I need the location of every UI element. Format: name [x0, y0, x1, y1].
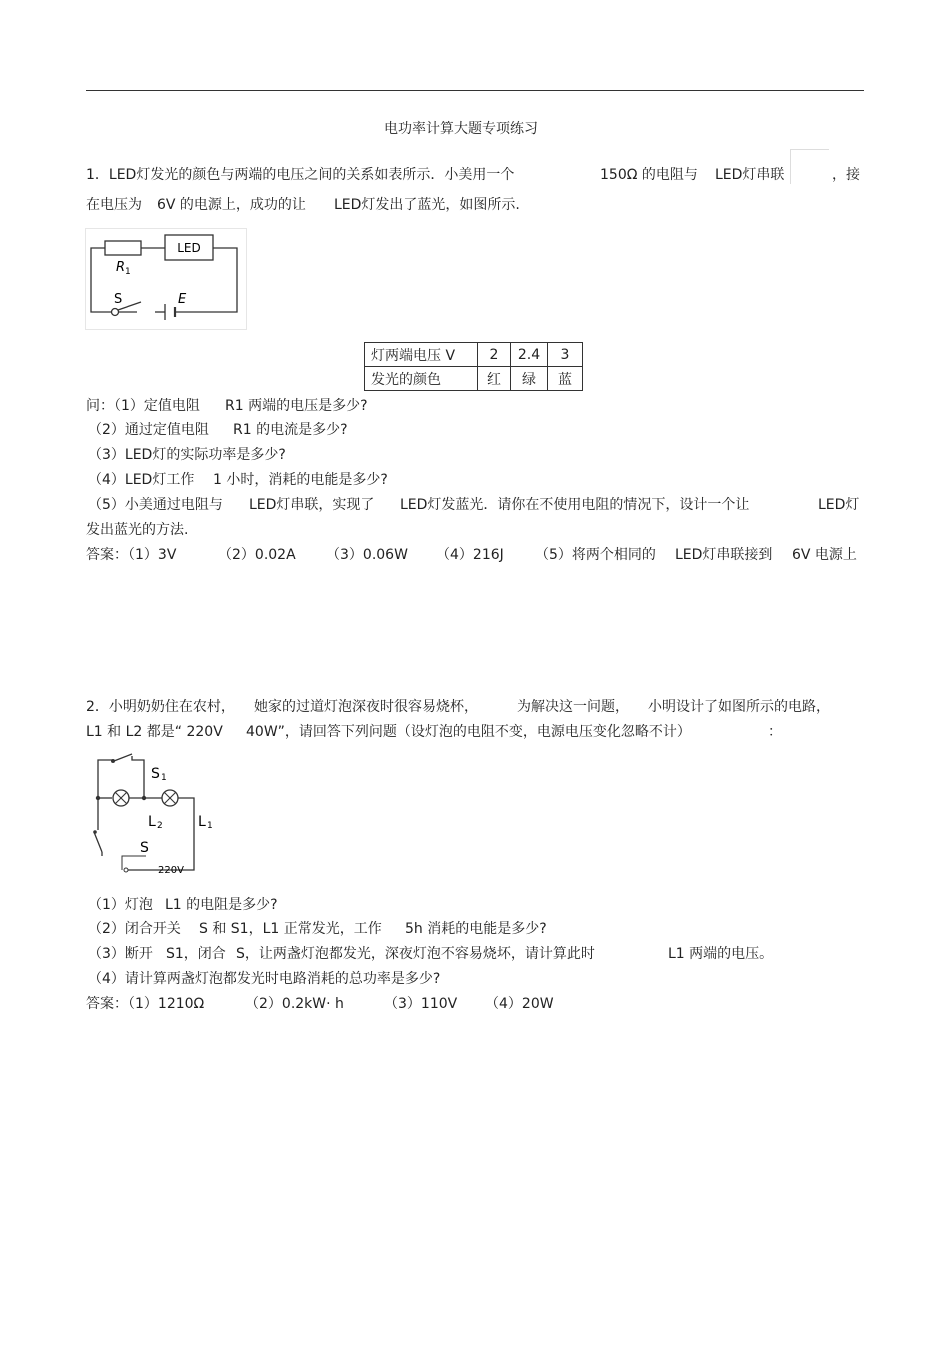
q1-text-1c: LED灯串联	[715, 167, 785, 183]
r1-label: R	[116, 260, 126, 275]
table-cell: 3	[548, 343, 583, 367]
q2-sub1b: L1 的电阻是多少?	[165, 897, 278, 913]
table-row	[365, 343, 583, 367]
q1-text-1d: ，接	[832, 167, 860, 183]
l1-subscript: 1	[207, 821, 213, 831]
q1-sub2a: （2）通过定值电阻	[88, 422, 209, 438]
q2-sub2b: S 和 S1，L1 正常发光，工作	[199, 921, 382, 937]
l2-label: L	[148, 814, 156, 830]
voltage-color-table	[364, 342, 583, 391]
q2-text-2b: 40W”，请回答下列问题（设灯泡的电阻不变，电源电压变化忽略不计）	[246, 724, 691, 740]
q1-answer-3: （3）0.06W	[326, 547, 408, 563]
resistor-symbol	[105, 241, 141, 255]
table-cell: 灯两端电压 V	[365, 343, 478, 367]
q2-answer-4: （4）20W	[485, 996, 554, 1012]
q1-answer-5c: 6V 电源上	[792, 547, 857, 563]
q1-sub5c: LED灯发蓝光．请你在不使用电阻的情况下，设计一个让	[400, 497, 750, 513]
led-label: LED	[177, 241, 201, 255]
q1-sub1a: 问：（1）定值电阻	[86, 398, 200, 414]
q1-sub4b: 1 小时，消耗的电能是多少?	[213, 472, 388, 488]
q1-text-2b: 6V 的电源上，成功的让	[157, 197, 306, 213]
table-cell: 红	[478, 367, 511, 391]
q2-text-2a: L1 和 L2 都是“ 220V	[86, 724, 223, 740]
source-voltage-label: 220V	[158, 865, 184, 876]
table-cell: 发光的颜色	[365, 367, 478, 391]
q1-answer-5b: LED灯串联接到	[675, 547, 773, 563]
q1-sub2b: R1 的电流是多少?	[233, 422, 348, 438]
q1-sub1b: R1 两端的电压是多少?	[225, 398, 368, 414]
q2-answer-3: （3）110V	[384, 996, 458, 1012]
q2-sub2c: 5h 消耗的电能是多少?	[405, 921, 547, 937]
q1-answer-2: （2）0.02A	[218, 547, 296, 563]
q2-text-1d: 小明设计了如图所示的电路，	[648, 699, 830, 715]
switch-label: S	[114, 292, 123, 307]
source-label: E	[178, 292, 187, 307]
table-cell: 2	[478, 343, 511, 367]
q1-sub4a: （4）LED灯工作	[88, 472, 195, 488]
s1-label: S	[151, 766, 160, 782]
q1-answer-label: 答案：（1）3V	[86, 547, 177, 563]
q1-text-1b: 150Ω 的电阻与	[600, 167, 698, 183]
q1-sub3: （3）LED灯的实际功率是多少?	[88, 447, 286, 463]
q1-answer-5: （5）将两个相同的	[535, 547, 656, 563]
q2-sub2a: （2）闭合开关	[88, 921, 181, 937]
s1-pivot	[111, 759, 115, 763]
q1-text-1a: 1．LED灯发光的颜色与两端的电压之间的关系如表所示．小美用一个	[86, 167, 515, 183]
r1-subscript: 1	[125, 267, 131, 277]
q1-sub5d: LED灯	[818, 497, 860, 513]
q1-sub5a: （5）小美通过电阻与	[88, 497, 223, 513]
s-pivot	[93, 830, 97, 834]
s-blade	[94, 832, 102, 852]
table-cell: 蓝	[548, 367, 583, 391]
page-title: 电功率计算大题专项练习	[384, 121, 538, 137]
source-terminal	[124, 868, 128, 872]
q2-answer-2: （2）0.2kW· h	[245, 996, 344, 1012]
blank-box	[790, 149, 829, 184]
q1-sub5b: LED灯串联，实现了	[249, 497, 375, 513]
q2-sub3b: S1，闭合	[166, 946, 226, 962]
q1-sub5e: 发出蓝光的方法.	[86, 522, 189, 538]
s1-blade	[114, 754, 132, 761]
table-row	[365, 367, 583, 391]
q1-text-2a: 在电压为	[86, 197, 142, 213]
q2-sub3d: L1 两端的电压。	[668, 946, 774, 962]
header-rule	[86, 90, 864, 91]
s-label: S	[140, 840, 149, 856]
circuit-diagram-1	[85, 228, 247, 330]
s1-subscript: 1	[161, 773, 167, 783]
q2-text-1b: 她家的过道灯泡深夜时很容易烧杯，	[254, 699, 478, 715]
table-cell: 2.4	[511, 343, 548, 367]
q2-sub4: （4）请计算两盏灯泡都发光时电路消耗的总功率是多少?	[88, 971, 441, 987]
circuit-diagram-2	[86, 752, 213, 880]
table-cell: 绿	[511, 367, 548, 391]
q2-sub3c: S，让两盏灯泡都发光，深夜灯泡不容易烧坏，请计算此时	[236, 946, 595, 962]
switch-pivot	[112, 309, 119, 316]
q1-text-2c: LED灯发出了蓝光，如图所示.	[334, 197, 520, 213]
q2-text-1a: 2．小明奶奶住在农村，	[86, 699, 235, 715]
l2-subscript: 2	[157, 821, 163, 831]
q2-text-1c: 为解决这一问题，	[517, 699, 629, 715]
q2-sub3a: （3）断开	[88, 946, 153, 962]
l1-label: L	[198, 814, 206, 830]
q2-sub1a: （1）灯泡	[88, 897, 153, 913]
q1-answer-4: （4）216J	[436, 547, 504, 563]
q2-answer-label: 答案：（1）1210Ω	[86, 996, 205, 1012]
q2-text-2c: ：	[768, 724, 782, 740]
